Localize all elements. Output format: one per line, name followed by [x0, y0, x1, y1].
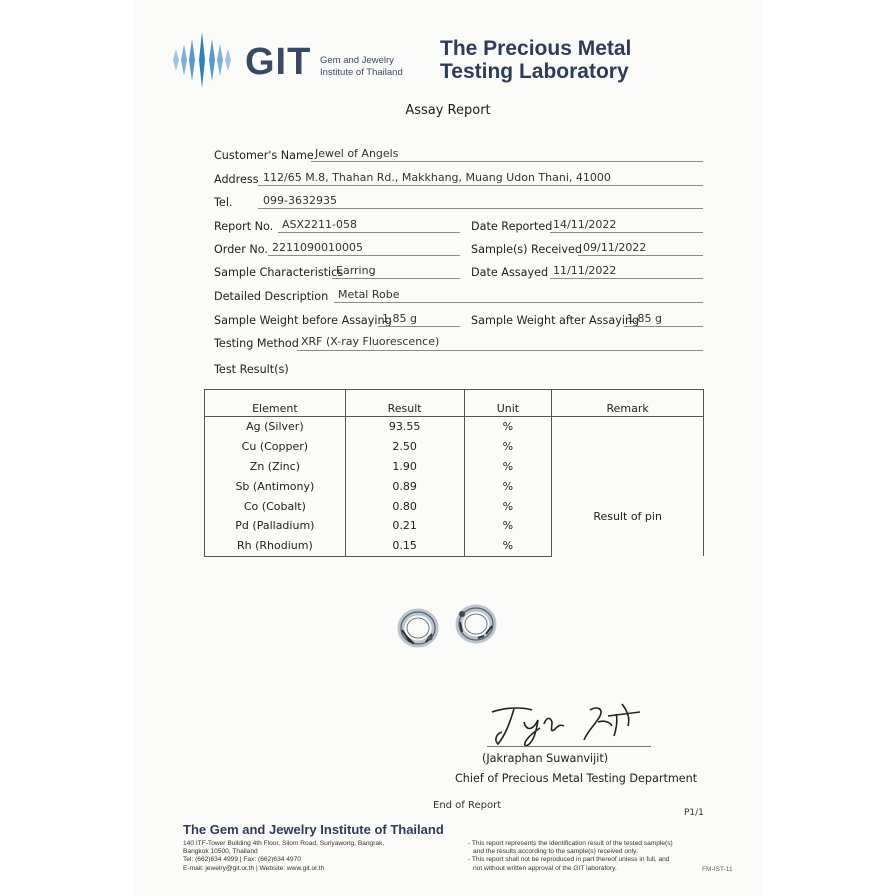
footer-org-name: The Gem and Jewelry Institute of Thailand	[183, 822, 444, 837]
earring-sample-photo	[392, 600, 504, 656]
address-value: 112/65 M.8, Thahan Rd., Makkhang, Muang Udon Thani, 41000	[263, 171, 611, 184]
customer-label: Customer's Name	[214, 149, 314, 162]
signature-image	[480, 700, 660, 750]
detailed-description-label: Detailed Description	[214, 290, 329, 303]
element-cell: Co (Cobalt)	[205, 496, 346, 516]
tel-label: Tel.	[214, 196, 233, 209]
remark-cell	[552, 417, 704, 557]
sample-characteristics-value: Earring	[336, 264, 376, 277]
footer-address-line-1: 140 ITF-Tower Building 4th Floor, Silom Road, Suriyawong, Bangrak,	[183, 840, 385, 847]
report-no-label: Report No.	[214, 220, 274, 233]
date-reported-value: 14/11/2022	[553, 218, 617, 231]
address-label: Address	[214, 173, 259, 186]
results-table-header-row	[205, 390, 704, 417]
weight-after-value: 1.85 g	[627, 312, 662, 325]
signatory-position: Chief of Precious Metal Testing Department	[455, 772, 698, 785]
element-cell: Cu (Copper)	[205, 437, 346, 457]
testing-method-value: XRF (X-ray Fluorescence)	[301, 335, 440, 348]
logo-shard	[225, 49, 231, 71]
order-no-label: Order No.	[214, 243, 268, 256]
footer-note-1-line-2: and the results according to the sample(s) received only.	[473, 848, 638, 856]
date-assayed-underline	[550, 278, 703, 279]
result-cell: 93.55	[345, 417, 464, 437]
unit-cell: %	[464, 496, 552, 516]
footer-note-2-line-1: - This report shall not be reproduced in part thereof unless in full, and	[468, 856, 670, 864]
logo-subtitle	[320, 55, 403, 79]
testing-method-underline	[297, 350, 703, 351]
date-reported-label: Date Reported	[471, 220, 553, 233]
result-cell: 0.89	[345, 476, 464, 496]
unit-cell: %	[464, 417, 552, 437]
logo-shard	[209, 39, 215, 81]
date-assayed-label: Date Assayed	[471, 266, 549, 279]
element-cell: Pd (Palladium)	[205, 516, 346, 536]
weight-before-value: 1.85 g	[382, 312, 417, 325]
tel-underline	[258, 208, 703, 209]
weight-before-label: Sample Weight before Assaying	[214, 314, 392, 327]
element-cell: Zn (Zinc)	[205, 457, 346, 477]
footer-address-line-2: Bangkok 10500, Thailand	[183, 848, 258, 856]
sample-characteristics-underline	[332, 278, 460, 279]
customer-value: Jewel of Angels	[315, 147, 399, 160]
remark-text: Result of pin	[593, 510, 662, 524]
lab-title	[440, 37, 631, 83]
signatory-name: (Jakraphan Suwanvijit)	[482, 752, 609, 765]
detailed-description-underline	[334, 302, 703, 303]
logo-subtitle-line-1: Gem and Jewelry	[320, 55, 394, 66]
logo-text: GIT	[245, 41, 312, 83]
result-cell: 2.50	[345, 437, 464, 457]
footer-address	[183, 840, 384, 873]
unit-cell: %	[464, 536, 552, 556]
footer-note-2-line-2: not without written approval of the GIT laboratory.	[473, 864, 617, 872]
samples-received-underline	[578, 255, 703, 256]
unit-cell: %	[464, 437, 552, 457]
footer-notes	[468, 840, 673, 873]
order-no-value: 2211090010005	[272, 241, 363, 254]
table-row	[205, 417, 704, 437]
earring-right	[459, 608, 493, 640]
logo-shard	[199, 32, 205, 88]
results-table	[204, 389, 704, 557]
tel-value: 099-3632935	[263, 194, 337, 207]
footer-contact-web: E-mail: jewelry@git.or.th | Website: www.git.or.th	[183, 864, 325, 872]
unit-cell: %	[464, 457, 552, 477]
logo-subtitle-line-2: Institute of Thailand	[320, 67, 403, 78]
unit-cell: %	[464, 476, 552, 496]
weight-before-underline	[378, 326, 460, 327]
logo-shard	[181, 44, 187, 76]
weight-after-underline	[624, 326, 703, 327]
result-cell: 1.90	[345, 457, 464, 477]
element-cell: Rh (Rhodium)	[205, 536, 346, 556]
testing-method-label: Testing Method	[214, 337, 299, 350]
element-column-header: Element	[205, 390, 346, 417]
lab-title-line-1: The Precious Metal	[440, 37, 632, 60]
unit-column-header: Unit	[464, 390, 552, 417]
result-cell: 0.21	[345, 516, 464, 536]
result-cell: 0.15	[345, 536, 464, 556]
signature-line	[487, 746, 651, 747]
weight-after-label: Sample Weight after Assaying	[471, 314, 640, 327]
report-no-value: ASX2211-058	[282, 218, 358, 231]
unit-cell: %	[464, 516, 552, 536]
logo-shard	[217, 44, 223, 76]
footer-note-1-line-1: - This report represents the identification result of the tested sample(s)	[468, 840, 673, 847]
result-column-header: Result	[345, 390, 464, 417]
address-underline	[258, 185, 703, 186]
form-code: FM-IST-11	[702, 866, 733, 873]
end-of-report: End of Report	[433, 800, 502, 811]
detailed-description-value: Metal Robe	[338, 288, 400, 301]
logo-shard	[189, 39, 195, 81]
logo-shard	[173, 49, 179, 71]
element-cell: Ag (Silver)	[205, 417, 346, 437]
order-no-underline	[268, 255, 460, 256]
report-title: Assay Report	[405, 103, 491, 118]
report-no-underline	[278, 232, 460, 233]
samples-received-label: Sample(s) Received	[471, 243, 582, 256]
page-label: P1/1	[684, 808, 704, 818]
git-logo-icon	[172, 26, 234, 96]
lab-title-line-2: Testing Laboratory	[440, 60, 629, 83]
date-reported-underline	[550, 232, 703, 233]
date-assayed-value: 11/11/2022	[553, 264, 617, 277]
result-cell: 0.80	[345, 496, 464, 516]
element-cell: Sb (Antimony)	[205, 476, 346, 496]
footer-contact-phone: Tel: (662)634 4999 | Fax: (662)634 4970	[183, 856, 301, 864]
remark-column-header: Remark	[552, 390, 704, 417]
customer-underline	[311, 161, 703, 162]
samples-received-value: 09/11/2022	[583, 241, 647, 254]
sample-characteristics-label: Sample Characteristics	[214, 266, 344, 279]
test-results-label: Test Result(s)	[214, 363, 289, 376]
earring-left	[401, 612, 435, 644]
